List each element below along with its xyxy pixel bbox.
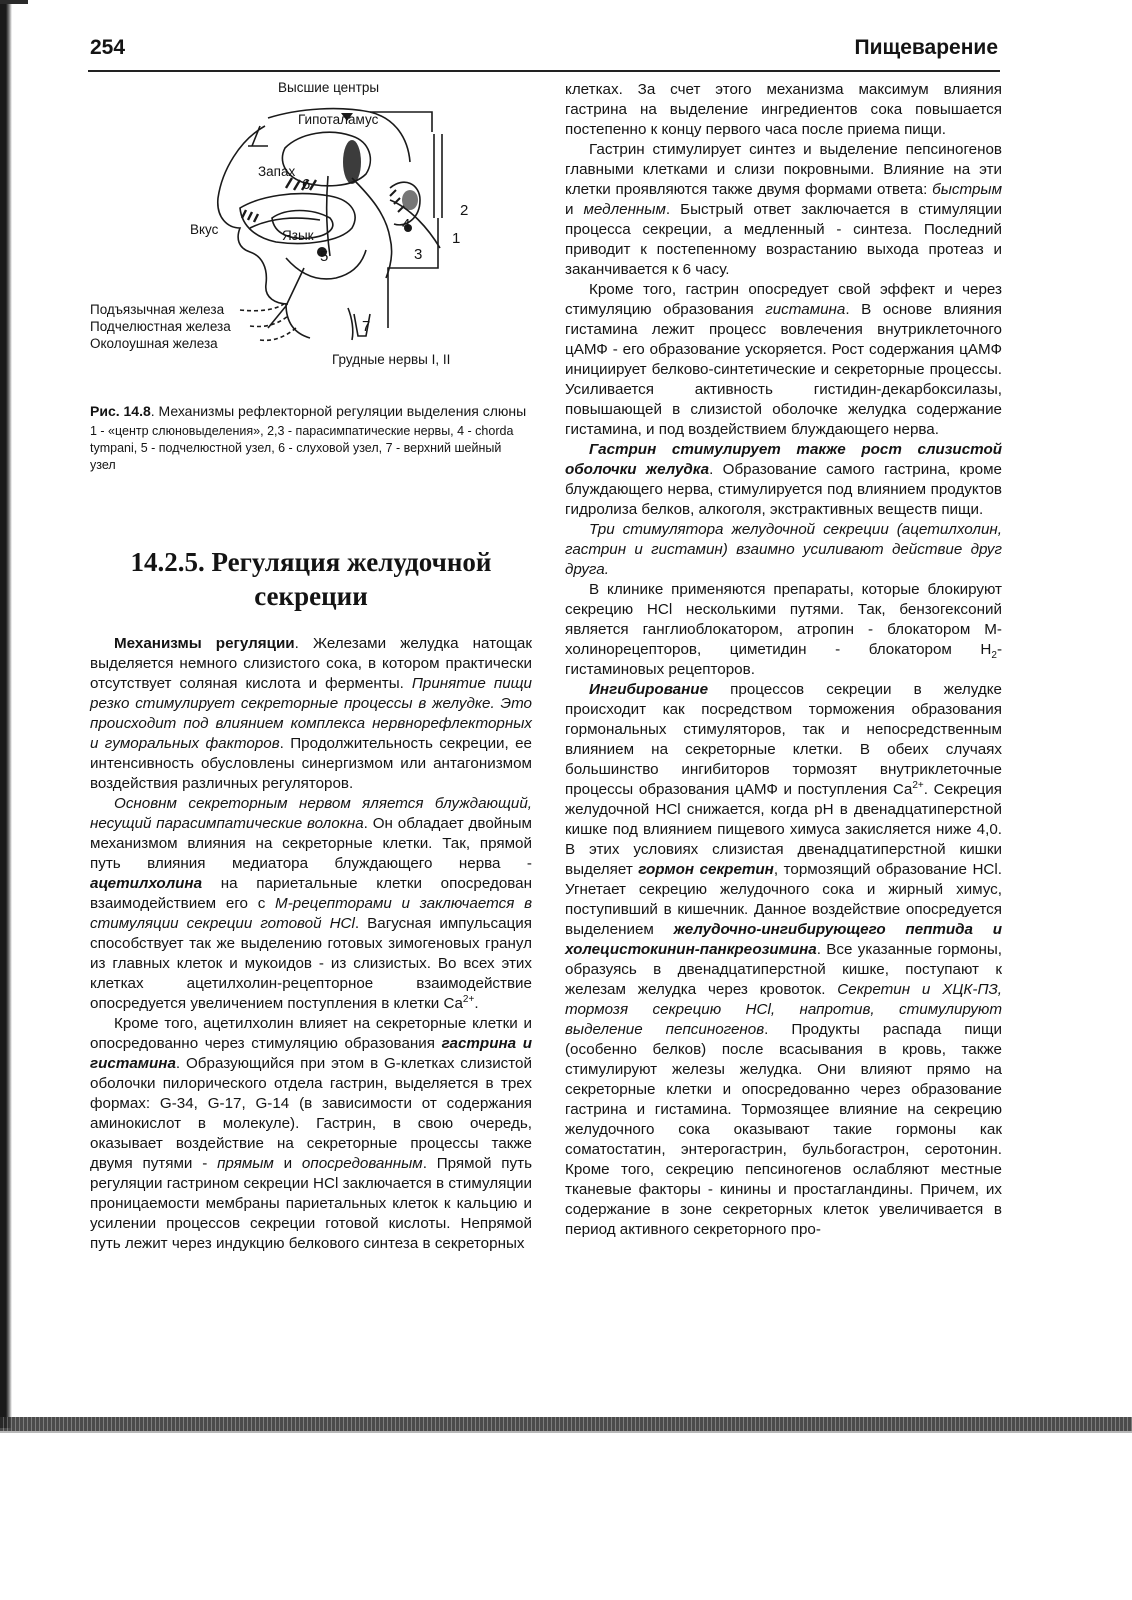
scan-left-edge [0, 0, 12, 1428]
section-heading-line-2: секреции [254, 581, 368, 611]
bold-italic-run: Гастрин стимулирует также рост слизистой оболочки желудка [565, 441, 1002, 478]
label-parotid-gland: Околоушная железа [90, 336, 218, 351]
paragraph-gastrin-histamine [90, 1014, 532, 1254]
caption-title-text: . Механизмы рефлекторной регуляции выделения слюны [150, 403, 527, 419]
superscript: 2+ [912, 779, 924, 791]
text-run: . Образующийся при этом в G-клетках слизистой оболочки пилорического отдела гастрин, выделяется в трех формах: G-34, G-17, G-14 (в зависимости от содержания аминокислот в молекуле). Гастрин, в свою очередь, оказывает воздействие на секреторные процессы также двумя путями - [90, 1055, 532, 1172]
paragraph-mucosa-growth [565, 440, 1002, 520]
section-heading [90, 545, 532, 613]
label-thoracic-nerves: Грудные нервы I, II [332, 352, 451, 367]
text-run: -гистаминовых рецепторов. [565, 641, 1002, 678]
text-run: . Все указанные гормоны, образуясь в двенадцатиперстной кишке, поступают к железам желудка через кровоток. [565, 941, 1002, 998]
text-run: Кроме того, гастрин опосредует свой эффект и через стимуляцию образования [565, 281, 1002, 318]
figure-number-7: 7 [362, 318, 371, 335]
caption-legend: 1 - «центр слюновыделения», 2,3 - парасимпатические нервы, 4 - chorda tympani, 5 - подчелюстной узел, 6 - слуховой узел, 7 - верхний шейный узел [90, 424, 514, 472]
label-hypothalamus: Гипоталамус [298, 112, 379, 127]
paragraph-regulation-mechanisms [90, 634, 532, 794]
header-rule [88, 70, 1000, 72]
bold-italic-run: Ингибирование [589, 681, 709, 698]
italic-run: гистамина [765, 301, 846, 318]
paragraph-vagus-nerve [90, 794, 532, 1014]
paragraph-clinic-blockers [565, 580, 1002, 680]
figure-number-5: 5 [320, 248, 329, 265]
page-number: 254 [90, 36, 126, 59]
italic-run: медленным [583, 201, 666, 218]
italic-run: прямым [217, 1155, 274, 1172]
subscript: 2 [991, 650, 997, 662]
label-smell: Запах [258, 164, 296, 179]
text-run: . В основе влияния гистамина лежит процесс вовлечения внутриклеточного цАМФ - его образование ускоряется. Рост содержания цАМФ инициирует белково-синтетические и секреторные процессы. Усиливается активность гистидин-декарбоксилазы, повышающей в слизистой оболочке желудка содержание гистамина, и под воздействием блуждающего нерва. [565, 301, 1002, 438]
left-column-text [90, 634, 532, 1254]
text-run: . Секреция желудочной HCl снижается, когда pH в двенадцатиперстной кишке под влиянием пищевого химуса закисляется ниже 4,0. В этих условиях слизистая двенадцатиперстной кишки выделяет [565, 781, 1002, 878]
label-tongue: Язык [282, 228, 314, 243]
italic-run: Секретин и ХЦК-ПЗ, тормозя секрецию HCl, напротив, стимулируют выделение пепсиногенов [565, 981, 1002, 1038]
text-run: . Он обладает двойным механизмом влияния на секреторные клетки. Так, прямой путь влияния медиатора блуждающего нерва - [90, 815, 532, 872]
text-run: , тормозящий образование HCl. Угнетает секрецию желудочного сока и жирный химус, поступивший в кишечник. Данное воздействие опосредуется выделением [565, 861, 1002, 938]
italic-run: Основнм секреторным нервом яляется блуждающий, несущий парасимпатические волокна [90, 795, 532, 832]
text-run: процессов секреции в желудке происходит как посредством торможения образования гормональных стимуляторов, так и непосредственным влиянием на секреторные клетки. В обеих случаях большинство ингибиторов тормозят внутриклеточные процессы образования цАМФ и поступления Ca [565, 681, 1002, 798]
bold-italic-run: гормон секретин [638, 861, 774, 878]
figure-salivation-reflex [90, 78, 532, 378]
superscript: 2+ [462, 993, 475, 1005]
scan-top-mark [0, 0, 28, 4]
scan-bottom-edge [0, 1417, 1132, 1431]
figure-number-3: 3 [414, 246, 423, 263]
italic-run: опосредованным [301, 1155, 423, 1172]
italic-run: М-рецепторами и заключается в стимуляции секреции готовой HCl [90, 895, 532, 932]
text-run: . Продукты распада пищи (особенно белков) после всасывания в кровь, также стимулируют железы желудка. Они влияют прямо на секреторные клетки и опосредованно через образование гастрина и гистамина. Тормозящее влияние на секрецию желудочного сока оказывают такие гормоны как соматостатин, энтерогастрин, бульбогастрон, серотонин. Кроме того, секрецию пепсиногенов ослабляют местные тканевые факторы - кинины и простагландины. Причем, их содержание в зоне секреторных клеток увеличивается в период активного секреторного про- [565, 1021, 1002, 1238]
label-taste: Вкус [190, 222, 219, 237]
text-run: на париетальные клетки опосредован взаимодействием его с [90, 875, 532, 912]
text-run: Гастрин стимулирует синтез и выделение пепсиногенов главными клетками и слизи покровными. Влияние на эти клетки проявляются также двумя формами ответа: [565, 141, 1002, 198]
italic-run: Принятие пищи резко стимулирует секреторные процессы в желудке. Это происходит под влиянием комплекса нервнорефлекторных и гуморальных факторов [90, 675, 533, 752]
caption-title [90, 402, 528, 421]
paragraph-pepsinogen [565, 140, 1002, 280]
text-run: . Быстрый ответ заключается в стимуляции процесса секреции, а медленный - синтеза. Последний приводит к постепенному возрастанию выхода протеаз и заканчивается к 6 часу. [565, 201, 1002, 278]
figure-number-1: 1 [452, 230, 461, 247]
right-column-text [565, 80, 1002, 1240]
bold-italic-run: ацетилхолина [90, 875, 203, 892]
paragraph-inhibition [565, 680, 1002, 1240]
running-head-title: Пищеварение [854, 36, 998, 59]
figure-number-2: 2 [460, 202, 469, 219]
text-run: . Вагусная импульсация способствует так же выделению готовых зимогеновых гранул из главных клеток и мукоидов - из слизистых. Во всех этих клетках ацетилхолин-рецепторное взаимодействие опосредуется увеличением поступления в клетки Ca [90, 915, 532, 1012]
label-sublingual-gland: Подъязычная железа [90, 302, 225, 317]
text-run: и [273, 1155, 302, 1172]
paragraph-three-stimulators: Три стимулятора желудочной секреции (ацетилхолин, гастрин и гистамин) взаимно усиливают действие друг друга. [565, 521, 1002, 578]
text-run: . Образование самого гастрина, кроме блуждающего нерва, стимулируется под влиянием продуктов гидролиза белков, алкоголя, экстрактивных веществ пищи. [565, 461, 1002, 518]
figure-number-4: 4 [402, 216, 411, 233]
section-heading-line-1: 14.2.5. Регуляция желудочной [130, 547, 492, 577]
italic-run: быстрым [932, 181, 1002, 198]
text-run: . Железами желудка натощак выделяется немного слизистого сока, в котором практически отсутствует соляная кислота и ферменты. [90, 635, 532, 692]
paragraph-histamine [565, 280, 1002, 440]
text-run: . Прямой путь регуляции гастрином секреции HCl заключается в стимуляции проницаемости мембраны париетальных клеток к кальцию и усилении процессов секреции готовой кислоты. Непрямой путь лежит через индукцию белкового синтеза в секреторных [90, 1155, 532, 1252]
label-higher-centers: Высшие центры [278, 80, 380, 95]
paragraph-continuation: клетках. За счет этого механизма максимум влияния гастрина на выделение ингредиентов сока повышается постепенно к концу первого часа после приема пищи. [565, 81, 1002, 138]
caption-label: Рис. 14.8 [90, 403, 151, 419]
label-submandibular-gland: Подчелюстная железа [90, 319, 231, 334]
scan-bottom-edge-line [0, 1431, 1132, 1433]
figure-number-6: 6 [302, 176, 311, 193]
text-run: и [565, 201, 584, 218]
text-run: В клинике применяются препараты, которые блокируют секрецию HCl несколькими путями. Так, бензогексоний является ганглиоблокатором, атропин - блокатором М-холинорецепторов, циметидин - блокатором H [565, 581, 1002, 658]
text-run: . [474, 995, 479, 1012]
text-run: . Продолжительность секреции, ее интенсивность обусловлены синергизмом или антагонизмом воздействия различных регуляторов. [90, 735, 532, 792]
figure-caption [90, 402, 528, 474]
lead-term: Механизмы регуляции [114, 635, 295, 652]
bold-italic-run: желудочно-ингибирующего пептида и холецистокинин-панкреозимина [565, 921, 1002, 958]
bold-italic-run: гастрина и гистамина [90, 1035, 532, 1072]
text-run: Кроме того, ацетилхолин влияет на секреторные клетки и опосредованно через стимуляцию образования [90, 1015, 532, 1052]
